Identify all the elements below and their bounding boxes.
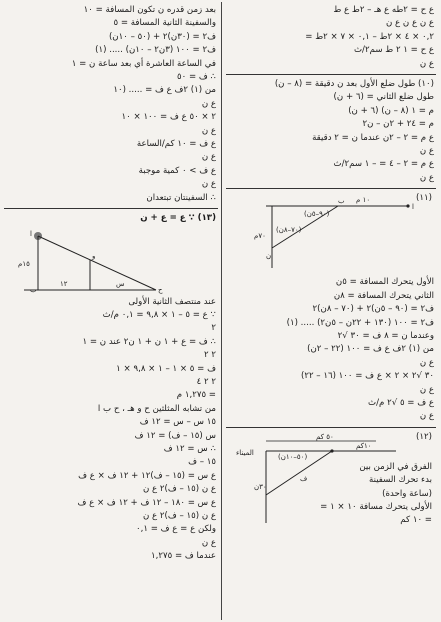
fig11-label-b: ب <box>338 197 345 206</box>
equation-line: ع ن (١٥ – ف)٢ ع ن <box>142 484 216 495</box>
equation-line: ∵ ع = ٥ – ١ × ٩,٨ = ٠,١ م/ث <box>102 309 216 320</box>
text-line: الفرق في الزمن بين <box>359 461 432 472</box>
text-line: بدء تحرك السفينة <box>369 475 432 486</box>
equation-line: ف٢ = (٣٠ن)٢ + (٥٠ – ١٠ن) <box>108 31 216 42</box>
equation-line: ∴ س = ١٢ ف <box>163 443 216 454</box>
divider-line <box>226 427 436 428</box>
fig13-label-a: ا <box>30 229 32 238</box>
equation-line: ع م = ٢ – ٤ = – ١ سم٢/ث <box>333 159 434 170</box>
equation-line: ع ن <box>201 98 216 109</box>
fig11-label-top: ١٠ م <box>356 196 371 205</box>
equation-line: ∴ ف = ع + ١ ن + ١ ن٢ عند ن = ١ <box>82 336 216 347</box>
equation-line: ∴ السفينتان تبتعدان <box>146 192 216 203</box>
equation-line: ع م = ٢ – ٢ن عندما ن = ٢ دقيقة <box>312 132 434 143</box>
equation-line: ٠,٢ × ٤ × ٢ط – ٠,١ × ٧ × ٢ط = <box>305 31 434 42</box>
fig11-label-a: ا <box>412 203 414 212</box>
equation-line: وعندما ن = ٨ ف = ٣٠ √٢ <box>337 330 434 341</box>
text-line: الأولى يتحرك مسافة ١٠ × ١ = <box>320 501 432 512</box>
equation-line: والسفينة الثانية المسافة = ٥ <box>113 18 216 29</box>
equation-line: م = ٢٤ + ٢ن – ن٢ <box>362 119 434 130</box>
equation-line: ع س = (١٥ – ف)١٢ + ١٢ ف × ع ف <box>78 470 216 481</box>
figure-problem-11 <box>226 192 436 274</box>
equation-line: من (١) ٢ف ع ف = ..... (١٠ <box>113 85 216 96</box>
fig12-label-v: ٣٠ن <box>254 482 267 491</box>
fig13-label-h: ح <box>158 285 163 294</box>
equation-line: عند منتصف الثانية الأولى <box>128 296 216 307</box>
equation-line: ف٢ = ١٠٠ (٣ن٢ – ١٠ن) ..... (١) <box>95 45 216 56</box>
right-column <box>226 4 436 618</box>
fig11-label-m2: (٧٠–٨ن) <box>276 226 302 235</box>
problem-12-number: (١٢) <box>416 431 432 442</box>
equation-line: ٢ × ٥٠ ع ف = ١٠٠ × ١٠ <box>121 112 216 123</box>
equation-line: ع ن ع ن ع ن <box>386 18 434 29</box>
equation-line: ٢ ٢ <box>204 350 216 361</box>
left-column <box>4 4 218 618</box>
equation-line: ع ف > ٠ كمية موجبة <box>138 165 216 176</box>
fig12-label-right: ١٠كم <box>356 441 372 450</box>
equation-line: ف = ٥ × ١ – ١ × ٩,٨ × ١ <box>116 363 216 374</box>
equation-line: ع س = ١٨٠ – ١٢ ف + ١٢ ف × ع ف <box>77 497 216 508</box>
equation-line: ع ن <box>419 357 434 368</box>
equation-line: الثاني يتحرك المسافة = ٨ن <box>333 290 434 301</box>
fig11-label-n: ن <box>266 252 272 261</box>
fig13-label-s: س <box>116 279 125 288</box>
equation-line: من (١) ٢ف ع ف = ١٠٠ (٢٢ – ٢ن) <box>307 344 434 355</box>
divider-line <box>4 208 218 209</box>
equation-line: ع ن <box>419 384 434 395</box>
equation-line: طول ضلع الثاني = (٦ + ن) <box>333 92 434 103</box>
equation-line: ع ن <box>419 172 434 183</box>
fig13-label-m: ١٥م <box>18 259 30 268</box>
equation-line: ع ن <box>201 179 216 190</box>
fig13-label-w: و <box>92 251 96 260</box>
equation-line: بعد زمن قدره ن تكون المسافة = ١٠ <box>83 5 216 15</box>
equation-line: ٣٠ √٢ × ٢ × ع ف = ١٠٠ (١٦ – ٢٢) <box>300 371 434 382</box>
divider-line <box>226 188 436 189</box>
equation-line: ع ن <box>419 411 434 422</box>
equation-line: ف٢ = ١٠٠ (١٣٠ + ٢٢ن – ٥ن٢) ..... (١) <box>286 317 434 328</box>
equation-line: ع ف = ١٠ كم/الساعة <box>136 139 216 150</box>
equation-line: ع ن <box>201 537 216 548</box>
equation-line: = ١,٢٧٥ م <box>176 390 216 401</box>
equation-line: في الساعة العاشرة أي بعد ساعة ن = ١ <box>71 58 216 69</box>
equation-line: ع ح = ١ ٢ ط سم٢/ث <box>353 45 434 56</box>
equation-line: ولكن ع = ع ف = ٠,١ <box>136 524 216 535</box>
fig11-label-left: ٧٠م <box>254 232 266 241</box>
figure-problem-12 <box>226 431 436 527</box>
text-line: = ١٠ كم <box>400 515 432 526</box>
equation-line: ١٥ – ف <box>188 457 216 468</box>
equation-line: ع ف = ٥ √٢ م/ث <box>368 397 434 408</box>
equation-line: ع ن <box>201 152 216 163</box>
figure-problem-13 <box>4 228 218 294</box>
problem-13-header: (١٣) ∵ ع = ع + ن <box>140 213 216 224</box>
fig11-label-m1: (٩٠–٥ن) <box>304 210 330 219</box>
equation-line: ∴ ف = ٥٠ <box>176 72 216 83</box>
equation-line: ع ن <box>419 58 434 69</box>
fig12-label-mid: (٥٠–١٠ن) <box>278 452 308 461</box>
equation-line: ٢ ٢ ٤ <box>196 376 216 387</box>
text-line: (ساعة واحدة) <box>382 488 432 499</box>
equation-line: ع ن <box>201 125 216 136</box>
equation-line: (١٠) طول ضلع الأول بعد ن دقيقة = (٨ – ن) <box>274 79 434 90</box>
equation-line: من تشابه المثلثين ح و هـ ، ح ب ا <box>97 403 216 414</box>
fig13-label-12: ١٢ <box>60 279 68 288</box>
equation-line: س (١٥ – ف) = ١٢ ف <box>134 430 216 441</box>
equation-line: ع ن (١٥ – ف)٢ ع ن <box>142 511 216 521</box>
equation-line: عندما ف = ١,٢٧٥ <box>151 551 216 562</box>
fig12-label-f: ف <box>300 474 308 483</box>
equation-line: ١٥ س – س = ١٢ ف <box>139 417 216 428</box>
fig12-label-port: الميناء <box>236 448 254 457</box>
problem-11-number: (١١) <box>416 193 432 204</box>
column-divider <box>221 2 222 620</box>
equation-line: ع ح = ٢طه ع هـ – ٢ط ع ط <box>333 5 434 15</box>
fig12-label-top: ٥٠ كم <box>316 432 334 441</box>
divider-line <box>226 74 436 75</box>
equation-line: الأول يتحرك المسافة = ٥ن <box>335 277 434 288</box>
equation-line: ع ن <box>419 146 434 157</box>
fig13-label-b: ب <box>30 285 37 294</box>
equation-line: ف٢ = (٩٠ – ٥ن)٢ + (٧٠ – ٨ن)٢ <box>312 304 434 315</box>
equation-line: ٢ <box>211 323 216 334</box>
equation-line: م = ١ (٨ – ن) (٦ + ن) <box>348 105 434 116</box>
